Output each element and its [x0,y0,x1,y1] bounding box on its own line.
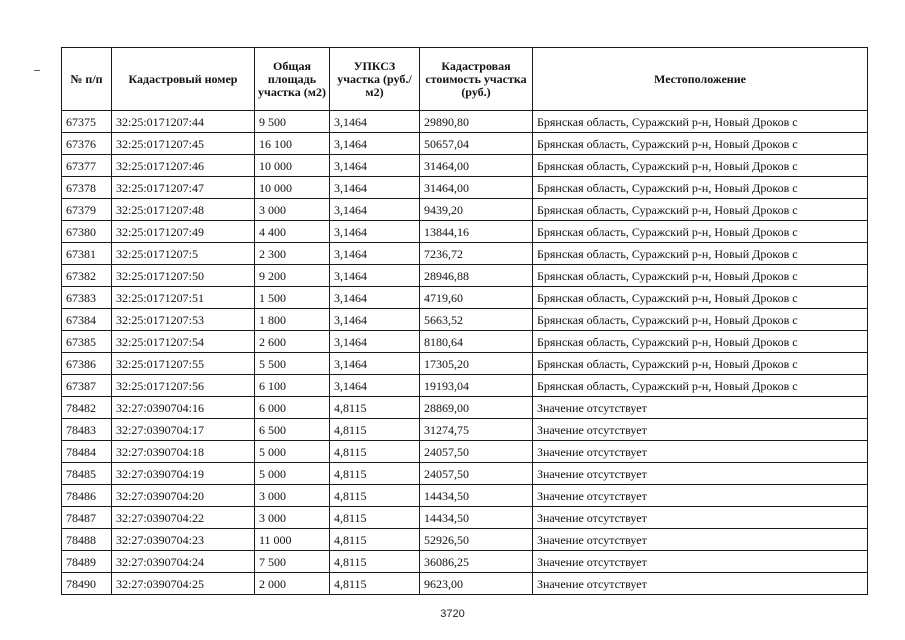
cell-cadastral-number: 32:27:0390704:17 [112,419,255,441]
cell-cadastral-cost: 7236,72 [420,243,533,265]
cell-location: Брянская область, Суражский р-н, Новый Дроков с [533,111,868,133]
cell-cadastral-number: 32:25:0171207:50 [112,265,255,287]
cell-cadastral-cost: 24057,50 [420,463,533,485]
cell-location: Значение отсутствует [533,551,868,573]
cell-cadastral-number: 32:25:0171207:45 [112,133,255,155]
table-row [62,507,868,529]
table-row [62,573,868,595]
cell-num: 67387 [62,375,112,397]
cell-cadastral-cost: 17305,20 [420,353,533,375]
cell-upksz: 3,1464 [330,221,420,243]
table-row [62,485,868,507]
cell-cadastral-cost: 28946,88 [420,265,533,287]
table-body [62,111,868,595]
cell-location: Брянская область, Суражский р-н, Новый Дроков с [533,331,868,353]
cell-area: 6 100 [255,375,330,397]
cell-num: 67383 [62,287,112,309]
cell-num: 67375 [62,111,112,133]
cell-location: Брянская область, Суражский р-н, Новый Дроков с [533,199,868,221]
cell-num: 67382 [62,265,112,287]
header-cadastral-number: Кадастровый номер [112,48,255,111]
cell-num: 67385 [62,331,112,353]
table-row [62,243,868,265]
cell-cadastral-number: 32:25:0171207:46 [112,155,255,177]
cell-upksz: 4,8115 [330,463,420,485]
cell-location: Брянская область, Суражский р-н, Новый Дроков с [533,133,868,155]
cell-num: 67379 [62,199,112,221]
cell-num: 78484 [62,441,112,463]
cell-upksz: 4,8115 [330,507,420,529]
cell-location: Брянская область, Суражский р-н, Новый Дроков с [533,287,868,309]
cell-cadastral-cost: 14434,50 [420,507,533,529]
cell-upksz: 3,1464 [330,331,420,353]
cell-cadastral-cost: 36086,25 [420,551,533,573]
cell-cadastral-cost: 9623,00 [420,573,533,595]
cell-num: 67386 [62,353,112,375]
cell-location: Значение отсутствует [533,419,868,441]
cell-cadastral-cost: 4719,60 [420,287,533,309]
cell-cadastral-number: 32:25:0171207:47 [112,177,255,199]
cell-upksz: 3,1464 [330,309,420,331]
cell-upksz: 3,1464 [330,177,420,199]
table-row [62,331,868,353]
cell-cadastral-number: 32:27:0390704:24 [112,551,255,573]
cell-location: Значение отсутствует [533,507,868,529]
cell-area: 5 500 [255,353,330,375]
cell-upksz: 3,1464 [330,287,420,309]
cell-location: Брянская область, Суражский р-н, Новый Дроков с [533,375,868,397]
cell-cadastral-number: 32:25:0171207:49 [112,221,255,243]
cell-area: 6 000 [255,397,330,419]
cell-num: 78487 [62,507,112,529]
cell-cadastral-number: 32:25:0171207:54 [112,331,255,353]
cell-upksz: 3,1464 [330,243,420,265]
cell-upksz: 3,1464 [330,265,420,287]
cell-num: 78482 [62,397,112,419]
cell-location: Брянская область, Суражский р-н, Новый Дроков с [533,353,868,375]
cell-location: Значение отсутствует [533,463,868,485]
cell-area: 6 500 [255,419,330,441]
cell-cadastral-cost: 50657,04 [420,133,533,155]
table-row [62,463,868,485]
cell-cadastral-cost: 9439,20 [420,199,533,221]
cell-area: 2 600 [255,331,330,353]
cell-cadastral-number: 32:27:0390704:25 [112,573,255,595]
cell-cadastral-cost: 31274,75 [420,419,533,441]
cell-area: 2 300 [255,243,330,265]
stray-mark [34,70,40,71]
cell-location: Брянская область, Суражский р-н, Новый Дроков с [533,177,868,199]
cell-location: Значение отсутствует [533,529,868,551]
cell-area: 9 500 [255,111,330,133]
cell-location: Значение отсутствует [533,573,868,595]
table-row [62,397,868,419]
cell-cadastral-cost: 52926,50 [420,529,533,551]
cell-area: 3 000 [255,485,330,507]
cell-upksz: 3,1464 [330,353,420,375]
cell-num: 78483 [62,419,112,441]
cell-cadastral-cost: 24057,50 [420,441,533,463]
cell-cadastral-number: 32:25:0171207:48 [112,199,255,221]
cell-location: Брянская область, Суражский р-н, Новый Дроков с [533,265,868,287]
cadastral-table [61,47,868,595]
cell-upksz: 3,1464 [330,375,420,397]
cell-cadastral-number: 32:25:0171207:55 [112,353,255,375]
cell-area: 4 400 [255,221,330,243]
cell-upksz: 3,1464 [330,199,420,221]
cell-num: 67378 [62,177,112,199]
header-num: № п/п [62,48,112,111]
table-row [62,551,868,573]
cell-upksz: 4,8115 [330,573,420,595]
cell-upksz: 3,1464 [330,111,420,133]
table-row [62,133,868,155]
cell-area: 10 000 [255,177,330,199]
cell-cadastral-number: 32:25:0171207:53 [112,309,255,331]
cell-area: 1 500 [255,287,330,309]
cell-cadastral-cost: 13844,16 [420,221,533,243]
cell-area: 5 000 [255,463,330,485]
cell-cadastral-number: 32:27:0390704:23 [112,529,255,551]
header-upksz: УПКСЗ участка (руб./м2) [330,48,420,111]
cell-num: 78488 [62,529,112,551]
cell-num: 78489 [62,551,112,573]
cell-num: 67380 [62,221,112,243]
cell-area: 1 800 [255,309,330,331]
table-row [62,265,868,287]
table-row [62,309,868,331]
cell-upksz: 4,8115 [330,441,420,463]
table-row [62,529,868,551]
cell-num: 78486 [62,485,112,507]
table-row [62,111,868,133]
table-row [62,287,868,309]
header-location: Местоположение [533,48,868,111]
table-header-row [62,48,868,111]
cell-cadastral-number: 32:27:0390704:20 [112,485,255,507]
cell-cadastral-cost: 28869,00 [420,397,533,419]
cell-cadastral-number: 32:25:0171207:44 [112,111,255,133]
cell-location: Брянская область, Суражский р-н, Новый Дроков с [533,155,868,177]
cell-num: 67377 [62,155,112,177]
cell-upksz: 4,8115 [330,485,420,507]
cell-location: Значение отсутствует [533,397,868,419]
cell-upksz: 4,8115 [330,397,420,419]
table-row [62,177,868,199]
cell-area: 9 200 [255,265,330,287]
table-row [62,419,868,441]
cell-area: 3 000 [255,507,330,529]
header-cadastral-cost: Кадастровая стоимость участка (руб.) [420,48,533,111]
cell-upksz: 3,1464 [330,155,420,177]
cell-area: 16 100 [255,133,330,155]
cell-cadastral-cost: 8180,64 [420,331,533,353]
cell-cadastral-cost: 29890,80 [420,111,533,133]
cell-cadastral-number: 32:27:0390704:19 [112,463,255,485]
cell-cadastral-number: 32:25:0171207:5 [112,243,255,265]
table-row [62,353,868,375]
header-area: Общая площадь участка (м2) [255,48,330,111]
cell-location: Брянская область, Суражский р-н, Новый Дроков с [533,243,868,265]
cell-num: 67381 [62,243,112,265]
cell-area: 5 000 [255,441,330,463]
cell-cadastral-number: 32:27:0390704:16 [112,397,255,419]
cell-area: 11 000 [255,529,330,551]
table-row [62,221,868,243]
cell-cadastral-number: 32:27:0390704:18 [112,441,255,463]
cell-area: 3 000 [255,199,330,221]
cell-cadastral-cost: 19193,04 [420,375,533,397]
cell-num: 78490 [62,573,112,595]
cell-location: Значение отсутствует [533,441,868,463]
cell-cadastral-number: 32:27:0390704:22 [112,507,255,529]
cell-upksz: 4,8115 [330,529,420,551]
cell-cadastral-cost: 31464,00 [420,177,533,199]
cell-area: 7 500 [255,551,330,573]
cell-upksz: 3,1464 [330,133,420,155]
cell-area: 2 000 [255,573,330,595]
cell-num: 67376 [62,133,112,155]
cell-num: 67384 [62,309,112,331]
cell-area: 10 000 [255,155,330,177]
cell-cadastral-cost: 5663,52 [420,309,533,331]
table-row [62,155,868,177]
cell-location: Брянская область, Суражский р-н, Новый Дроков с [533,309,868,331]
cell-cadastral-number: 32:25:0171207:51 [112,287,255,309]
page-number: 3720 [440,608,465,620]
cell-upksz: 4,8115 [330,551,420,573]
cell-location: Брянская область, Суражский р-н, Новый Дроков с [533,221,868,243]
cell-upksz: 4,8115 [330,419,420,441]
cell-num: 78485 [62,463,112,485]
cell-cadastral-cost: 31464,00 [420,155,533,177]
cell-location: Значение отсутствует [533,485,868,507]
cell-cadastral-number: 32:25:0171207:56 [112,375,255,397]
table-row [62,441,868,463]
table-row [62,199,868,221]
table-row [62,375,868,397]
cell-cadastral-cost: 14434,50 [420,485,533,507]
